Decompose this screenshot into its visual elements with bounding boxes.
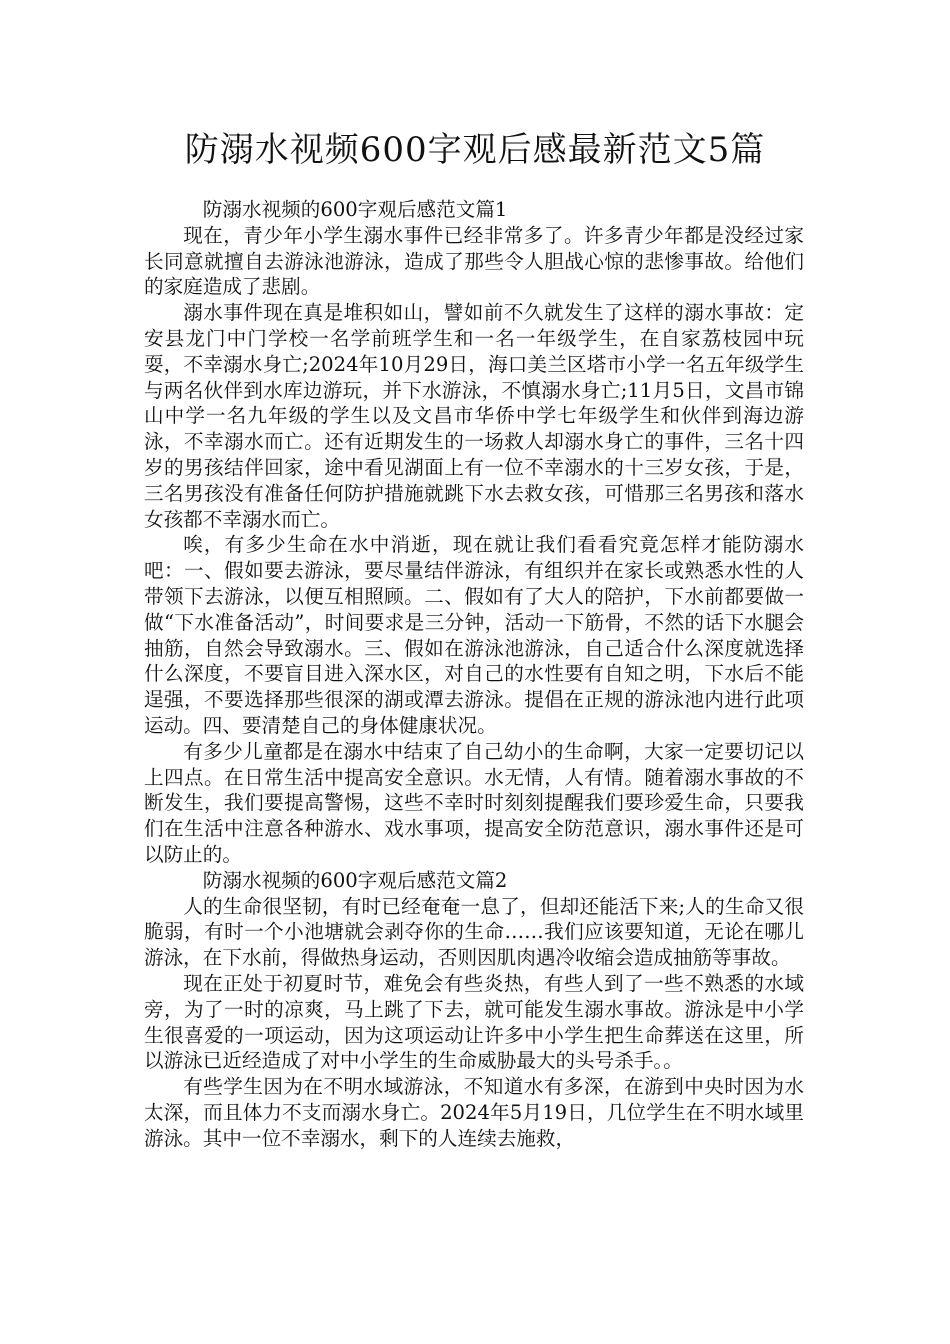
paragraph: 有多少儿童都是在溺水中结束了自己幼小的生命啊，大家一定要切记以上四点。在日常生活中提高安全意识。水无情，人有情。随着溺水事故的不断发生，我们要提高警惕，这些不幸时时刻刻提醒我们要珍爱生命，只要我们在生活中注意各种游水、戏水事项，提高安全防范意识，溺水事件还是可以防止的。	[144, 739, 804, 866]
section-heading: 防溺水视频的600字观后感范文篇2	[202, 868, 508, 892]
paragraph: 唉，有多少生命在水中消逝，现在就让我们看看究竟怎样才能防溺水吧：一、假如要去游泳，要尽量结伴游泳，有组织并在家长或熟悉水性的人带领下去游泳，以便互相照顾。二、假如有了大人的陪护，下水前都要做一做“下水准备活动”，时间要求是三分钟，活动一下筋骨，不然的话下水腿会抽筋，自然会导致溺水。三、假如在游泳池游泳，自己适合什么深度就选择什么深度，不要盲目进入深水区，对自己的水性要有自知之明，下水后不能逞强，不要选择那些很深的湖或潭去游泳。提倡在正规的游泳池内进行此项运动。四、要清楚自己的身体健康状况。	[144, 533, 804, 737]
paragraph: 现在正处于初夏时节，难免会有些炎热，有些人到了一些不熟悉的水域旁，为了一时的凉爽，马上跳了下去，就可能发生溺水事故。游泳是中小学生很喜爱的一项运动，因为这项运动让许多中小学生把生命葬送在这里，所以游泳已近经造成了对中小学生的生命威胁最大的头号杀手。。	[144, 971, 804, 1073]
paragraph: 溺水事件现在真是堆积如山，譬如前不久就发生了这样的溺水事故：定安县龙门中门学校一名学前班学生和一名一年级学生，在自家荔枝园中玩耍，不幸溺水身亡;2024年10月29日，海口美兰区塔市小学一名五年级学生与两名伙伴到水库边游玩，并下水游泳，不慎溺水身亡;11月5日，文昌市锦山中学一名九年级的学生以及文昌市华侨中学七年级学生和伙伴到海边游泳，不幸溺水而亡。还有近期发生的一场救人却溺水身亡的事件，三名十四岁的男孩结伴回家，途中看见湖面上有一位不幸溺水的十三岁女孩，于是，三名男孩没有准备任何防护措施就跳下水去救女孩，可惜那三名男孩和落水女孩都不幸溺水而亡。	[144, 301, 804, 531]
paragraph: 现在，青少年小学生溺水事件已经非常多了。许多青少年都是没经过家长同意就擅自去游泳池游泳，造成了那些令人胆战心惊的悲惨事故。给他们的家庭造成了悲剧。	[144, 223, 804, 299]
paragraph: 人的生命很坚韧，有时已经奄奄一息了，但却还能活下来;人的生命又很脆弱，有时一个小池塘就会剥夺你的生命……我们应该要知道，无论在哪儿游泳，在下水前，得做热身运动，否则因肌肉遇冷收缩会造成抽筋等事故。	[144, 894, 804, 970]
paragraph: 有些学生因为在不明水域游泳，不知道水有多深，在游到中央时因为水太深，而且体力不支而溺水身亡。2024年5月19日，几位学生在不明水域里游泳。其中一位不幸溺水，剩下的人连续去施救，	[144, 1075, 804, 1150]
document-title: 防溺水视频600字观后感最新范文5篇	[184, 130, 766, 170]
section-heading: 防溺水视频的600字观后感范文篇1	[202, 198, 508, 221]
document-body	[144, 197, 804, 1151]
